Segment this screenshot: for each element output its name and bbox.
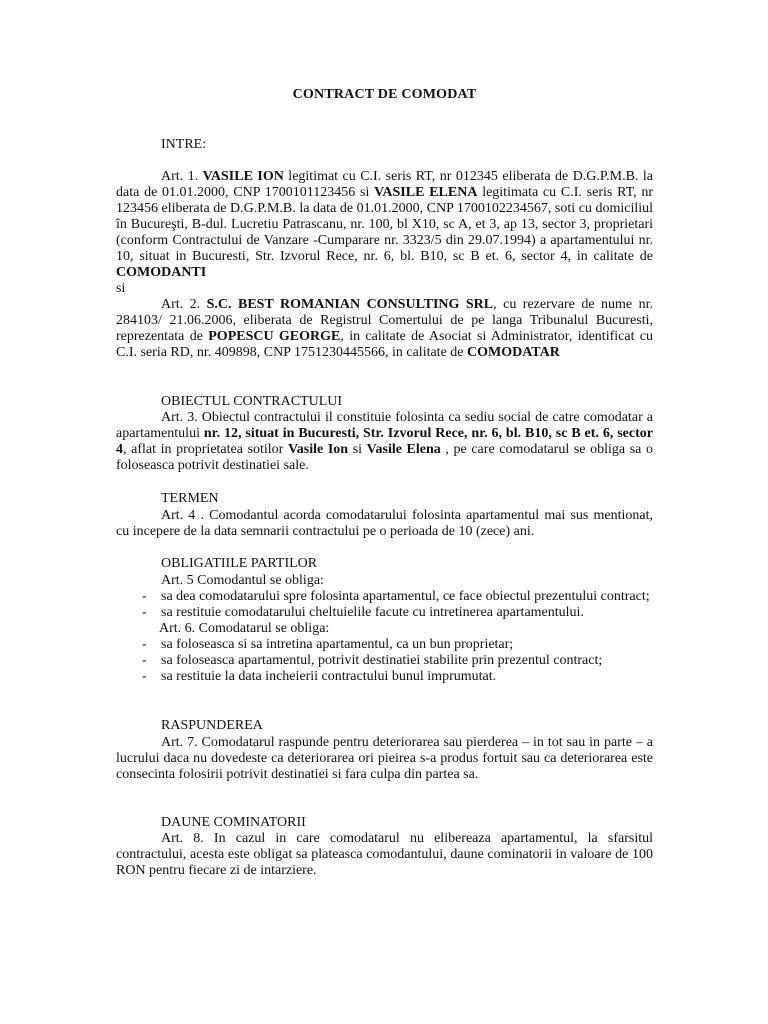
article-4-text: Art. 4 . Comodantul acorda comodatarului folosinta apartamentul mai sus mentionat, cu incepere de la data semnarii contractului pe o perioada de 10 (zece) ani. [116, 508, 653, 539]
article-5-list [116, 589, 653, 621]
article-4 [116, 508, 653, 540]
article-6-text: Art. 6. Comodatarul se obliga: [159, 621, 330, 636]
article-3-text: Art. 3. Obiectul contractului il constituie folosinta ca sediu social de catre comodatar a apartamentului nr. 12, situat in Bucuresti, Str. Izvorul Rece, nr. 6, bl. B10, sc B et. 6, sector 4, aflat in proprietatea sotilor Vasile Ion si Vasile Elena , pe care comodatarul se obliga sa o foloseasca potrivit destinatiei sale. [116, 410, 654, 473]
article-5-text: Art. 5 Comodantul se obliga: [161, 573, 324, 588]
article-1 [116, 169, 653, 297]
document-title: CONTRACT DE COMODAT [292, 87, 477, 102]
article-2-text: Art. 2. S.C. BEST ROMANIAN CONSULTING SRL, cu rezervare de nume nr. 284103/ 21.06.2006, eliberata de Registrul Comertului de pe langa Tribunalul Bucuresti, reprezentata de POPESCU GEORGE, in calitate de Asociat si Administrator, identificat cu C.I. seria RD, nr. 409898, CNP 1751230445566, in calitate de COMODATAR [116, 297, 653, 360]
list-item: - sa dea comodatarului spre folosinta apartamentul, ce face obiectul prezentului contract; [142, 589, 650, 604]
article-8-text: Art. 8. In cazul in care comodatarul nu elibereaza apartamentul, la sfarsitul contractului, acesta este obligat sa plateasca comodantului, daune cominatorii in valoare de 100 RON pentru fiecare zi de intarziere. [116, 831, 653, 878]
section-heading-obiect: OBIECTUL CONTRACTULUI [161, 394, 343, 409]
section-heading-daune: DAUNE COMINATORII [161, 815, 306, 830]
article-7-text: Art. 7. Comodatarul raspunde pentru deteriorarea sau pierderea – in tot sau in parte – a lucrului daca nu dovedeste ca deteriorarea ori pieirea s-a produs fortuit sau ca deteriorarea este consecinta folosirii potrivit destinatiei si fara culpa din partea sa. [116, 735, 653, 782]
list-item: - sa restituie la data incheierii contractului bunul imprumutat. [142, 669, 497, 684]
section-heading-termen: TERMEN [161, 491, 219, 506]
list-item: - sa foloseasca apartamentul, potrivit destinatiei stabilite prin prezentul contract; [142, 653, 603, 668]
article-1-text: Art. 1. VASILE ION legitimat cu C.I. seris RT, nr 012345 eliberata de D.G.P.M.B. la data de 01.01.2000, CNP 1700101123456 si VASILE ELENA legitimata cu C.I. seris RT, nr 123456 eliberata de D.G.P.M.B. la data de 01.01.2000, CNP 1700102234567, soti cu domiciliul în Bucureşti, B-dul. Lucretiu Patrascanu, nr. 100, bl X10, sc A, et 3, ap 13, sector 3, proprietari (conform Contractului de Vanzare -Cumparare nr. 3323/5 din 29.07.1994) a apartamentului nr. 10, situat in Bucuresti, Str. Izvorul Rece, nr. 6, bl. B10, sc B et. 6, sector 4, in calitate de COMODANTI [116, 169, 654, 280]
article-2 [116, 297, 653, 361]
si-connector: si [116, 281, 126, 296]
article-7 [116, 735, 653, 783]
intre-label: INTRE: [161, 137, 207, 152]
article-3 [116, 410, 653, 474]
article-5 [116, 573, 653, 685]
list-item: - sa foloseasca si sa intretina apartamentul, ca un bun proprietar; [142, 637, 514, 652]
article-8 [116, 831, 653, 879]
article-6-list [116, 637, 653, 685]
section-heading-obligatii: OBLIGATIILE PARTILOR [161, 556, 318, 571]
list-item: - sa restituie comodatarului cheltuielile facute cu intretinerea apartamentului. [142, 605, 584, 620]
section-heading-raspunderea: RASPUNDEREA [161, 718, 263, 733]
